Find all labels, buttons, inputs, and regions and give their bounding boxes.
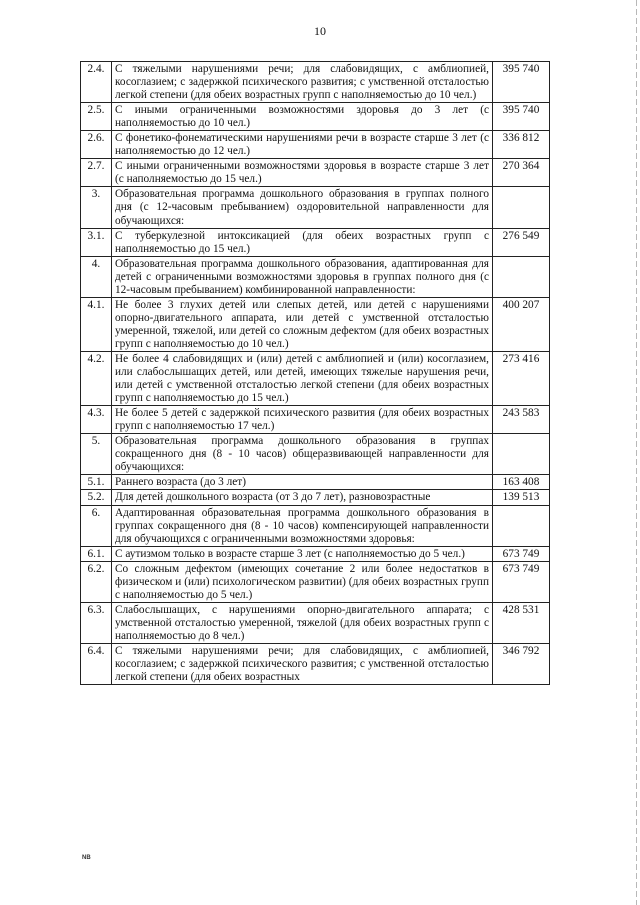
table-row xyxy=(81,406,550,434)
row-amount: 273 416 xyxy=(493,351,550,405)
row-amount: 395 740 xyxy=(493,62,550,103)
table-row xyxy=(81,256,550,297)
row-number: 6.4. xyxy=(81,643,112,684)
row-description: Для детей дошкольного возраста (от 3 до 7 лет), разновозрастные xyxy=(112,490,493,505)
table-row xyxy=(81,297,550,351)
row-number: 3.1. xyxy=(81,228,112,256)
row-number: 2.5. xyxy=(81,103,112,131)
row-amount: 139 513 xyxy=(493,490,550,505)
table-row xyxy=(81,643,550,684)
row-description: Образовательная программа дошкольного образования в группах сокращенного дня (8 - 10 часов) общеразвивающей направленности для обучающихся: xyxy=(112,434,493,475)
table-row xyxy=(81,228,550,256)
row-description: С тяжелыми нарушениями речи; для слабовидящих, с амблиопией, косоглазием; с задержкой психического развития; с умственной отсталостью легкой степени (для обеих возрастных групп с наполняемостью до 10 чел.) xyxy=(112,62,493,103)
row-amount: 270 364 xyxy=(493,159,550,187)
row-number: 6.2. xyxy=(81,561,112,602)
table-row xyxy=(81,159,550,187)
row-description: Образовательная программа дошкольного образования, адаптированная для детей с ограниченными возможностями здоровья в группах полного дня (с 12-часовым пребыванием) комбинированной направленности: xyxy=(112,256,493,297)
row-amount xyxy=(493,256,550,297)
row-number: 5.1. xyxy=(81,475,112,490)
tariff-table-body xyxy=(81,62,550,685)
row-amount: 400 207 xyxy=(493,297,550,351)
row-amount xyxy=(493,434,550,475)
row-amount: 673 749 xyxy=(493,546,550,561)
scan-edge-line xyxy=(636,0,637,905)
table-row xyxy=(81,490,550,505)
row-description: С иными ограниченными возможностями здоровья до 3 лет (с наполняемостью до 10 чел.) xyxy=(112,103,493,131)
row-description: С аутизмом только в возрасте старше 3 лет (с наполняемостью до 5 чел.) xyxy=(112,546,493,561)
row-number: 5. xyxy=(81,434,112,475)
row-description: Образовательная программа дошкольного образования в группах полного дня (с 12-часовым пребыванием) оздоровительной направленности для обучающихся: xyxy=(112,187,493,228)
row-number: 4.2. xyxy=(81,351,112,405)
row-description: Адаптированная образовательная программа дошкольного образования в группах сокращенного дня (8 - 10 часов) компенсирующей направленности для обучающихся с ограниченными возможностями здоровья: xyxy=(112,505,493,546)
row-number: 2.4. xyxy=(81,62,112,103)
row-description: Не более 5 детей с задержкой психического развития (для обеих возрастных групп с наполняемостью 17 чел.) xyxy=(112,406,493,434)
row-number: 2.7. xyxy=(81,159,112,187)
table-row xyxy=(81,351,550,405)
row-number: 4.1. xyxy=(81,297,112,351)
row-amount: 163 408 xyxy=(493,475,550,490)
table-row xyxy=(81,561,550,602)
row-amount: 428 531 xyxy=(493,602,550,643)
row-amount: 346 792 xyxy=(493,643,550,684)
table-row xyxy=(81,434,550,475)
row-description: Раннего возраста (до 3 лет) xyxy=(112,475,493,490)
row-description: С иными ограниченными возможностями здоровья в возрасте старше 3 лет (с наполняемостью до 15 чел.) xyxy=(112,159,493,187)
row-number: 6.1. xyxy=(81,546,112,561)
row-number: 4. xyxy=(81,256,112,297)
row-amount xyxy=(493,505,550,546)
tariff-table xyxy=(80,61,550,685)
table-row xyxy=(81,103,550,131)
table-row xyxy=(81,187,550,228)
row-number: 5.2. xyxy=(81,490,112,505)
row-description: Не более 4 слабовидящих и (или) детей с амблиопией и (или) косоглазием, или слабослышащих детей, или детей, имеющих тяжелые нарушения речи, или детей с умственной отсталостью легкой степени (для обеих возрастных групп с наполняемостью до 15 чел.) xyxy=(112,351,493,405)
row-amount xyxy=(493,187,550,228)
row-description: Не более 3 глухих детей или слепых детей, или детей с нарушениями опорно-двигательного аппарата, или детей с умственной отсталостью умеренной, тяжелой, или детей со сложным дефектом (для обеих возрастных групп с наполняемостью до 10 чел.) xyxy=(112,297,493,351)
table-row xyxy=(81,602,550,643)
row-number: 2.6. xyxy=(81,131,112,159)
row-description: С фонетико-фонематическими нарушениями речи в возрасте старше 3 лет (с наполняемостью до 12 чел.) xyxy=(112,131,493,159)
row-amount: 243 583 xyxy=(493,406,550,434)
row-amount: 395 740 xyxy=(493,103,550,131)
row-number: 6. xyxy=(81,505,112,546)
row-description: С туберкулезной интоксикацией (для обеих возрастных групп с наполняемостью до 15 чел.) xyxy=(112,228,493,256)
row-number: 6.3. xyxy=(81,602,112,643)
table-row xyxy=(81,505,550,546)
row-description: Слабослышащих, с нарушениями опорно-двигательного аппарата; с умственной отсталостью умеренной, тяжелой (для обеих возрастных групп с наполняемостью до 8 чел.) xyxy=(112,602,493,643)
table-row xyxy=(81,475,550,490)
row-number: 3. xyxy=(81,187,112,228)
row-amount: 673 749 xyxy=(493,561,550,602)
row-amount: 276 549 xyxy=(493,228,550,256)
footer-mark: NB xyxy=(82,855,91,861)
row-description: Со сложным дефектом (имеющих сочетание 2 или более недостатков в физическом и (или) психологическом развитии) (для обеих возрастных групп с наполняемостью до 5 чел.) xyxy=(112,561,493,602)
row-description: С тяжелыми нарушениями речи; для слабовидящих, с амблиопией, косоглазием; с задержкой психического развития; с умственной отсталостью легкой степени (для обеих возрастных xyxy=(112,643,493,684)
row-amount: 336 812 xyxy=(493,131,550,159)
table-row xyxy=(81,62,550,103)
table-row xyxy=(81,131,550,159)
table-row xyxy=(81,546,550,561)
page-number: 10 xyxy=(314,24,326,38)
row-number: 4.3. xyxy=(81,406,112,434)
